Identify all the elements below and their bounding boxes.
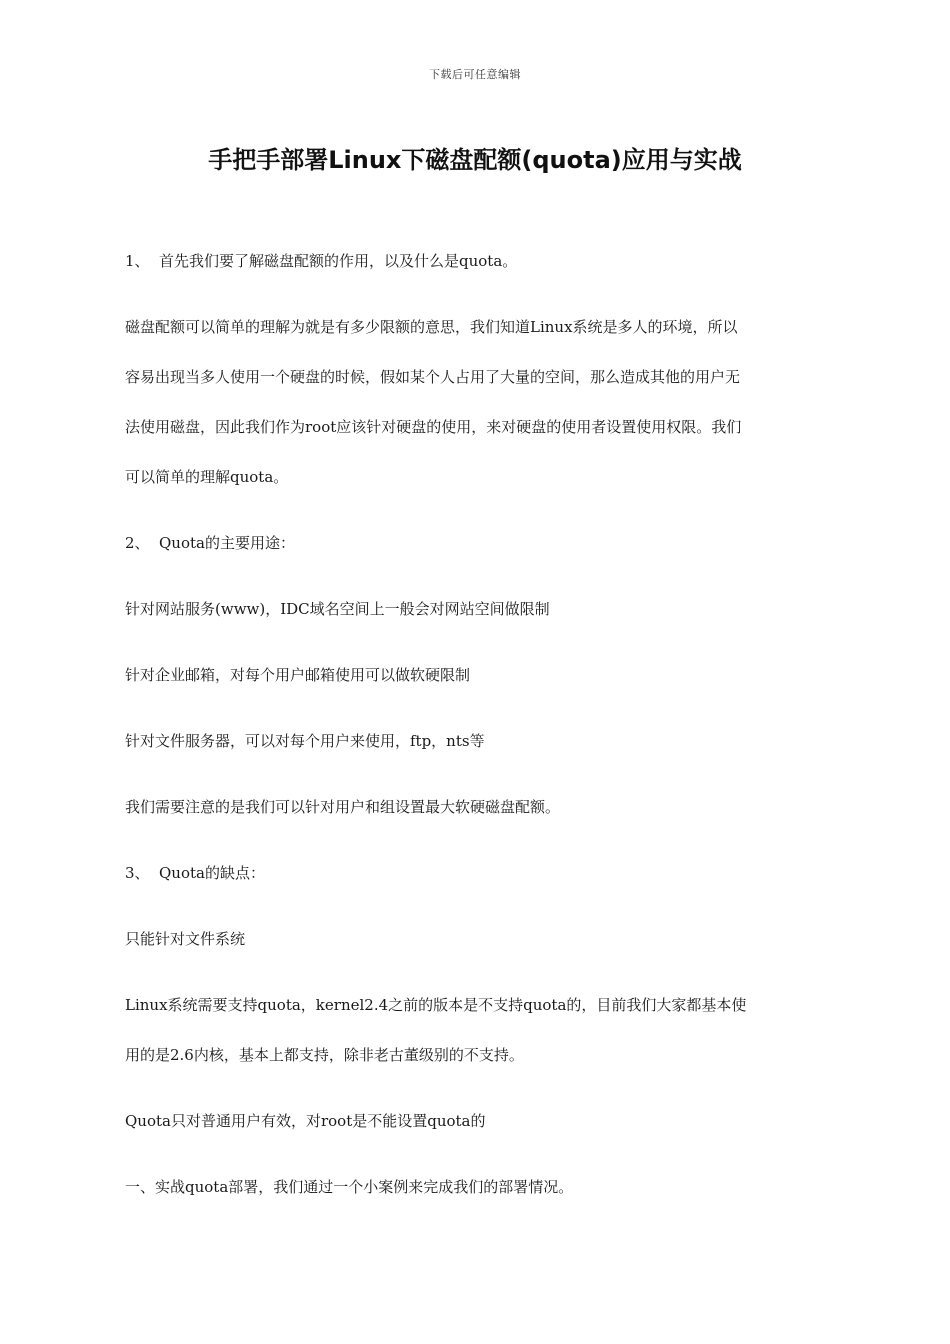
paragraph-quota-intro [125, 302, 825, 502]
use-item-web: 针对网站服务(www)，IDC域名空间上一般会对网站空间做限制 [125, 600, 550, 618]
note-soft-hard-quota: 我们需要注意的是我们可以针对用户和组设置最大软硬磁盘配额。 [125, 798, 561, 816]
section-3-heading-text: Quota的缺点： [159, 864, 265, 882]
paragraph-line: 磁盘配额可以简单的理解为就是有多少限额的意思，我们知道Linux系统是多人的环境，所以 [125, 318, 738, 336]
section-3-number: 3、 [125, 864, 150, 882]
paragraph-line: 用的是2.6内核，基本上都支持，除非老古董级别的不支持。 [125, 1046, 524, 1064]
section-3-heading [125, 848, 825, 898]
section-2-heading-text: Quota的主要用途： [159, 534, 295, 552]
section-1-heading [125, 236, 825, 286]
section-1-heading-text: 首先我们要了解磁盘配额的作用，以及什么是quota。 [159, 252, 518, 270]
limitation-root: Quota只对普通用户有效，对root是不能设置quota的 [125, 1112, 486, 1130]
section-2-heading [125, 518, 825, 568]
paragraph-line: 容易出现当多人使用一个硬盘的时候，假如某个人占用了大量的空间，那么造成其他的用户无 [125, 368, 741, 386]
paragraph-line: 法使用磁盘，因此我们作为root应该针对硬盘的使用，来对硬盘的使用者设置使用权限。我们 [125, 418, 742, 436]
section-1-number: 1、 [125, 252, 150, 270]
part-1-heading: 一、实战quota部署，我们通过一个小案例来完成我们的部署情况。 [125, 1178, 574, 1196]
section-2-number: 2、 [125, 534, 150, 552]
use-item-fileserver: 针对文件服务器，可以对每个用户来使用，ftp，nts等 [125, 732, 485, 750]
document-body [125, 236, 825, 1212]
paragraph-line: 可以简单的理解quota。 [125, 468, 289, 486]
limitation-filesystem: 只能针对文件系统 [125, 930, 246, 948]
header-note: 下载后可任意编辑 [429, 68, 521, 81]
page-title: 手把手部署Linux下磁盘配额(quota)应用与实战 [208, 146, 742, 174]
use-item-mail: 针对企业邮箱，对每个用户邮箱使用可以做软硬限制 [125, 666, 471, 684]
paragraph-line: Linux系统需要支持quota，kernel2.4之前的版本是不支持quota的，目前我们大家都基本使 [125, 996, 747, 1014]
limitation-kernel [125, 980, 825, 1080]
